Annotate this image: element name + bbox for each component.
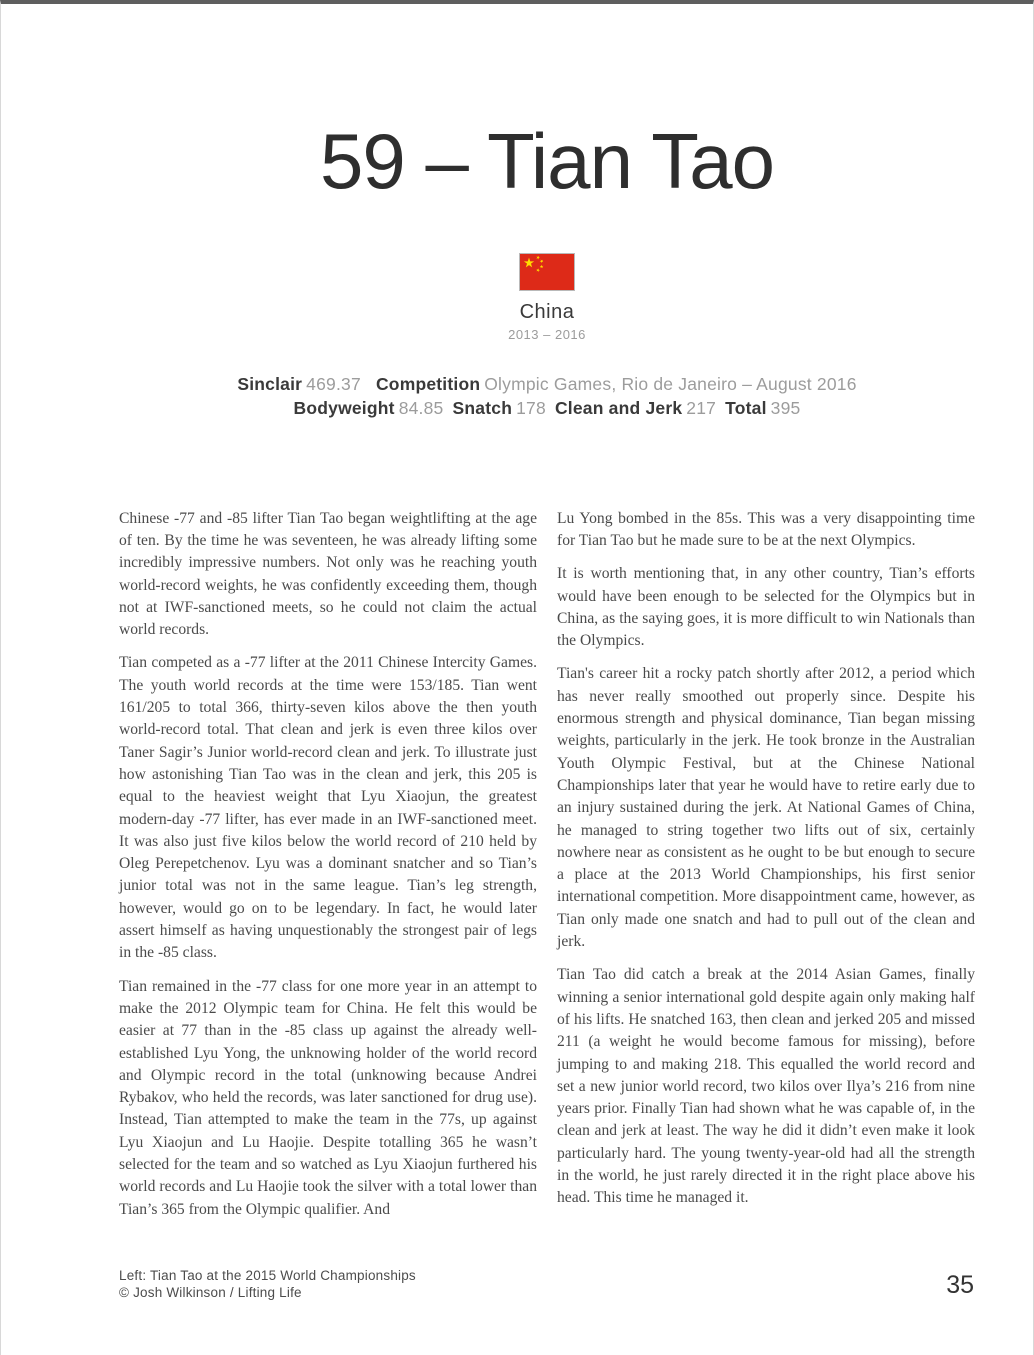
china-flag-icon [519, 253, 575, 291]
paragraph: It is worth mentioning that, in any other country, Tian’s efforts would have been enough to be selected for the Olympics but in China, as the saying goes, it is more difficult to win Nationals than the Olympics. [557, 565, 975, 650]
paragraph: Chinese -77 and -85 lifter Tian Tao began weightlifting at the age of ten. By the time he was seventeen, he was already lifting some incredibly impressive numbers. Not only was he reaching youth world-record weights, he was confidently exceeding them, though not at IWF-sanctioned meets, so he could not claim the actual world records. [119, 509, 537, 639]
page-title: 59 – Tian Tao [320, 117, 774, 205]
page-number: 35 [946, 1271, 974, 1299]
stat-label-competition: Competition [375, 373, 481, 394]
stat-label-bodyweight: Bodyweight [293, 397, 395, 418]
flag-block [119, 253, 975, 296]
years-active: 2013 – 2016 [508, 326, 586, 342]
stat-label-clean-and-jerk: Clean and Jerk [554, 397, 683, 418]
stat-label-total: Total [725, 397, 767, 418]
flag-field [520, 254, 574, 290]
stat-value-total: 395 [770, 397, 801, 418]
stats-line-2 [119, 396, 975, 420]
stats-block [119, 372, 975, 420]
photo-caption [119, 1267, 416, 1301]
paragraph: Tian Tao did catch a break at the 2014 Asian Games, finally winning a senior international gold despite again only making half of his lifts. He snatched 163, then clean and jerked 205 and missed 211 (a weight he would become famous for missing), before jumping to and making 218. This equalled the world record and set a new junior world record, two kilos over Ilya’s 216 from nine years prior. Finally Tian had shown what he was capable of, in the clean and jerk at least. The way he did it didn’t even make it look particularly hard. The young twenty-year-old had all the strength in the world, he just rarely directed it in the right place above his head. This time he managed it. [557, 966, 975, 1207]
country-label: China [519, 300, 575, 323]
article-left-column [119, 508, 537, 1232]
paragraph: Tian remained in the -77 class for one more year in an attempt to make the 2012 Olympic team for China. He felt this would be easier at 77 than in the -85 class up against the already well-established Lyu Yong, the unknowing holder of the world record and Olympic record in the total (unknowing because Andrei Rybakov, who held the records, was later sanctioned for drug use). Instead, Tian attempted to make the team in the 77s, up against Lyu Xiaojun and Lu Haojie. Despite totalling 365 he wasn’t selected for the team and so watched as Lyu Xiaojun furthered his world records and Lu Haojie took the silver with a total lower than Tian’s 365 from the Olympic qualifier. And [119, 977, 537, 1218]
paragraph: Tian competed as a -77 lifter at the 2011 Chinese Intercity Games. The youth world records at the time were 153/185. Tian went 161/205 to total 366, thirty-seven kilos above the then youth world-record total. That clean and jerk is even three kilos over Taner Sagir’s Junior world-record clean and jerk. To illustrate just how astonishing Tian Tao was in the clean and jerk, this 205 is equal to the heaviest weight that Lyu Xiaojun, the greatest modern-day -77 lifter, has ever made in an IWF-sanctioned meet. It was also just five kilos below the world record of 210 held by Oleg Perepetchenov. Lyu was a dominant snatcher and so Tian’s junior total was not in the same league. Tian’s leg strength, however, would go on to be legendary. In fact, he would later assert himself as having unquestionably the strongest pair of legs in the -85 class. [119, 654, 537, 962]
stat-label-sinclair: Sinclair [237, 373, 303, 394]
paragraph: Lu Yong bombed in the 85s. This was a very disappointing time for Tian Tao but he made sure to be at the next Olympics. [557, 509, 975, 549]
stat-value-sinclair: 469.37 [306, 373, 361, 394]
stat-value-clean-and-jerk: 217 [686, 397, 717, 418]
stat-value-bodyweight: 84.85 [398, 397, 444, 418]
stat-value-competition: Olympic Games, Rio de Janeiro – August 2016 [484, 373, 857, 394]
paragraph: Tian's career hit a rocky patch shortly after 2012, a period which has never really smoothed out properly since. Despite his enormous strength and physical dominance, Tian began missing weights, particularly in the jerk. He took bronze in the Australian Youth Olympic Festival, but at the Chinese National Championships later that year he would have to retire early due to an injury sustained during the jerk. At National Games of China, he managed to string together two lifts out of six, certainly nowhere near as consistent as he ought to be but enough to secure a place at the 2013 World Championships, his first senior international competition. More disappointment came, however, as Tian only made one snatch and had to pull out of the clean and jerk. [557, 665, 975, 951]
stats-line-1 [119, 372, 975, 396]
stat-value-snatch: 178 [516, 397, 546, 418]
article-right-column [557, 508, 975, 1232]
stat-label-snatch: Snatch [452, 397, 513, 418]
caption-line-1: Left: Tian Tao at the 2015 World Championships [119, 1268, 416, 1283]
caption-line-2: © Josh Wilkinson / Lifting Life [119, 1285, 302, 1300]
article-body [119, 508, 975, 1232]
page-content [119, 4, 975, 1232]
